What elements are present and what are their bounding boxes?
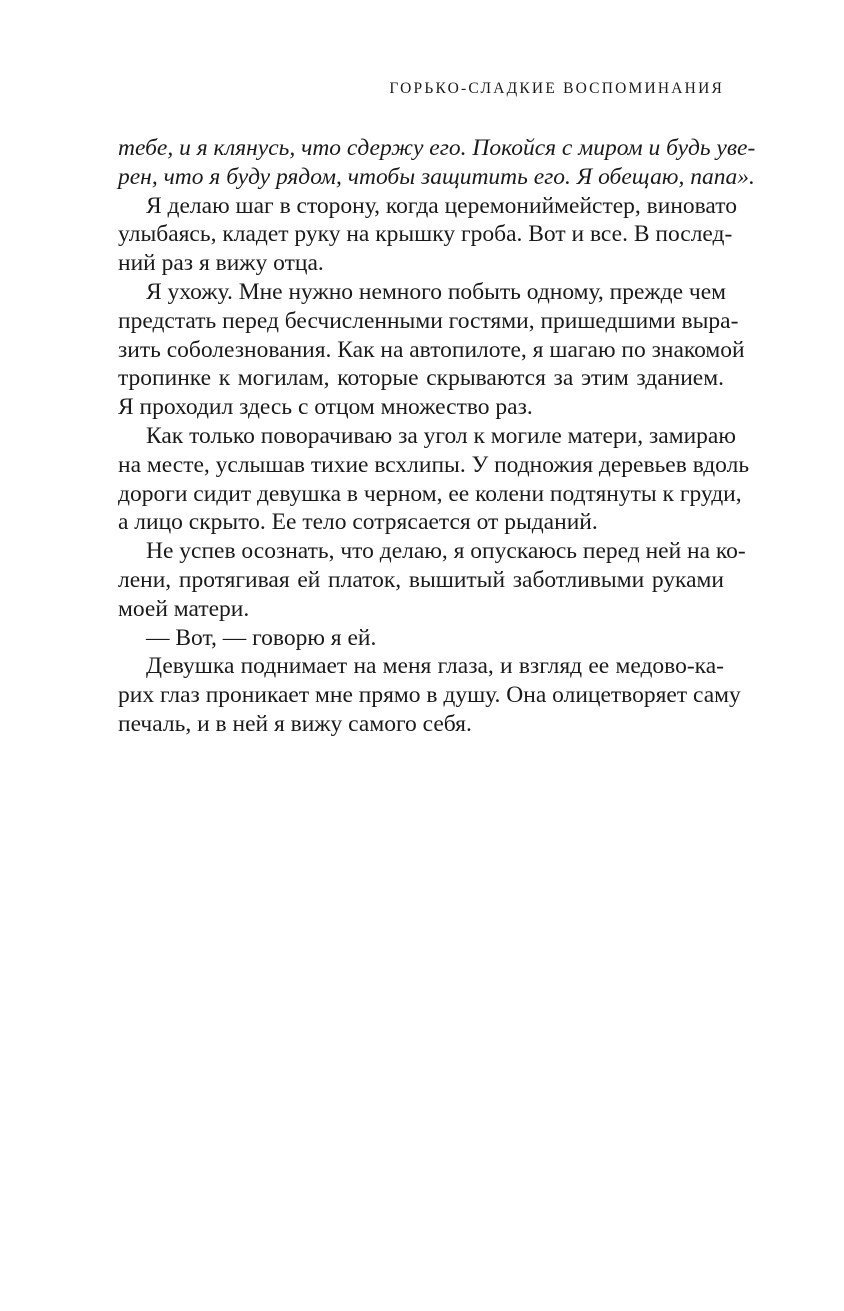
text-line: — Вот, — говорю я ей.: [146, 624, 377, 651]
text-line: Я ухожу. Мне нужно немного побыть одному, прежде чем: [146, 278, 727, 305]
text-line: ний раз я вижу отца.: [118, 250, 324, 277]
text-line: Я делаю шаг в сторону, когда церемониймейстер, виновато: [146, 192, 737, 219]
text-line: Не успев осознать, что делаю, я опускаюсь перед ней на ко-: [146, 538, 746, 565]
text-line: Как только поворачиваю за угол к могиле матери, замираю: [146, 422, 736, 449]
text-line: улыбаясь, кладет руку на крышку гроба. Вот и все. В послед-: [118, 221, 733, 248]
text-line: дороги сидит девушка в черном, ее колени подтянуты к груди,: [118, 480, 742, 507]
paragraph-7: [118, 652, 741, 738]
text-line: тебе, и я клянусь, что сдержу его. Покойся с миром и будь уве-: [118, 135, 756, 161]
text-line: печаль, и в ней я вижу самого себя.: [118, 710, 472, 737]
paragraph-4: [118, 422, 750, 537]
text-line: рих глаз проникает мне прямо в душу. Она олицетворяет саму: [118, 682, 741, 709]
text-line: на месте, услышав тихие всхлипы. У подножия деревьев вдоль: [118, 451, 750, 478]
text-body: [118, 134, 756, 739]
text-line: лени, протягивая ей платок, вышитый заботливыми руками: [118, 566, 724, 593]
paragraph-3: [118, 278, 745, 422]
text-line: моей матери.: [118, 595, 250, 622]
paragraph-2: [118, 192, 737, 278]
paragraph-5: [118, 537, 746, 623]
text-line: тропинке к могилам, которые скрываются за этим зданием.: [118, 365, 724, 392]
paragraph-6: [118, 624, 724, 653]
paragraph-1: [118, 134, 756, 192]
running-head: ГОРЬКО-СЛАДКИЕ ВОСПОМИНАНИЯ: [389, 80, 724, 97]
text-line: Я проходил здесь с отцом множество раз.: [118, 394, 533, 421]
text-line: предстать перед бесчисленными гостями, пришедшими выра-: [118, 307, 739, 334]
text-line: Девушка поднимает на меня глаза, и взгляд ее медово-ка-: [146, 653, 724, 680]
text-line: зить соболезнования. Как на автопилоте, я шагаю по знакомой: [118, 336, 745, 363]
text-line: рен, что я буду рядом, чтобы защитить его. Я обещаю, папа».: [118, 163, 755, 190]
text-line: а лицо скрыто. Ее тело сотрясается от рыданий.: [118, 509, 598, 536]
